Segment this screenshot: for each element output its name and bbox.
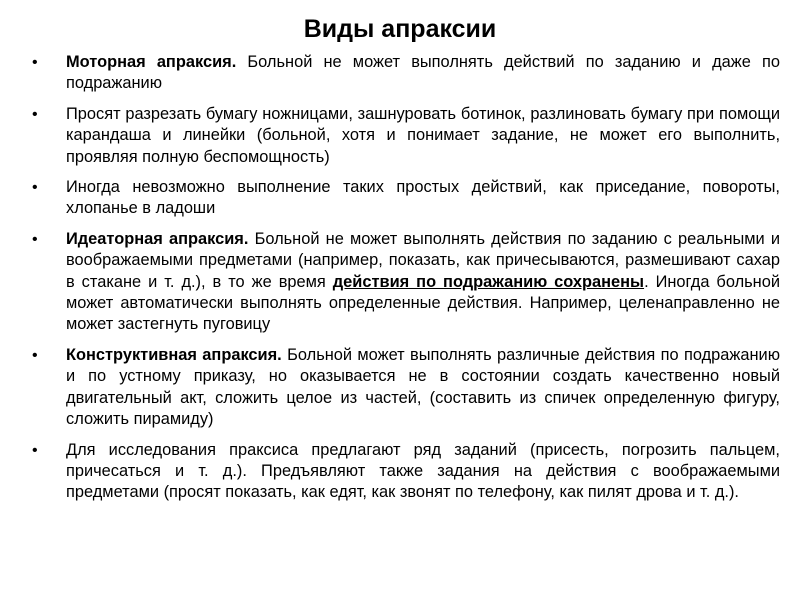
bullet-lead: Моторная апраксия. [66, 53, 237, 71]
bullet-text: Больной не может выполнять действий по заданию и даже по подражанию [66, 53, 780, 93]
bullet-text: Иногда невозможно выполнение таких простых действий, как приседание, повороты, хлопанье в ладоши [66, 178, 780, 218]
bullet-dot-icon: • [32, 441, 38, 459]
bullet-dot-icon: • [32, 230, 38, 248]
bullet-text: Для исследования праксиса предлагают ряд заданий (присесть, погрозить пальцем, причесаться и т. д.). Предъявляют также задания на действия с воображаемыми предметами (просят показать, как едят, как звонят по телефону, как пилят дрова и т. д.). [66, 440, 780, 502]
bullet-dot-icon: • [32, 54, 38, 71]
bullet-text: Больной может выполнять различные действия по подражанию и по устному приказу, но оказывается не в состоянии создать качественно новый двигательный акт, сложить целое из частей, (составить из спичек определенную фигуру, сложить пирамиду) [66, 345, 780, 429]
bullet-text-after: . Иногда больной может автоматически выполнять определенные действия. Например, целенаправленно не может застегнуть пуговицу [66, 272, 781, 334]
slide-title: Виды апраксии [303, 15, 497, 43]
bullet-item-motor-apraxia [32, 52, 780, 95]
bullet-lead: Конструктивная апраксия. [66, 345, 282, 364]
bullet-emphasis: действия по подражанию сохранены [332, 272, 645, 291]
bullet-item-praxis-examination [32, 440, 780, 504]
bullet-dot-icon: • [32, 346, 38, 364]
bullet-item-ideational-apraxia [32, 229, 780, 336]
bullet-text: Просят разрезать бумагу ножницами, зашнуровать ботинок, разлиновать бумагу при помощи карандаша и линейки (больной, хотя и понимает задание, не может его выполнить, проявляя полную беспомощность) [66, 104, 780, 166]
bullet-item-tasks [32, 104, 780, 168]
bullet-item-simple-actions [32, 177, 780, 220]
bullet-item-constructive-apraxia [32, 345, 780, 431]
bullet-list [32, 52, 780, 513]
bullet-lead: Идеаторная апраксия. [66, 229, 249, 248]
bullet-text: Больной не может выполнять действия по заданию с реальными и воображаемыми предметами (например, показать, как причесываются, размешивают сахар в стакане и т. д.), в то же время [66, 229, 780, 291]
bullet-dot-icon: • [32, 179, 38, 197]
bullet-dot-icon: • [32, 105, 38, 123]
